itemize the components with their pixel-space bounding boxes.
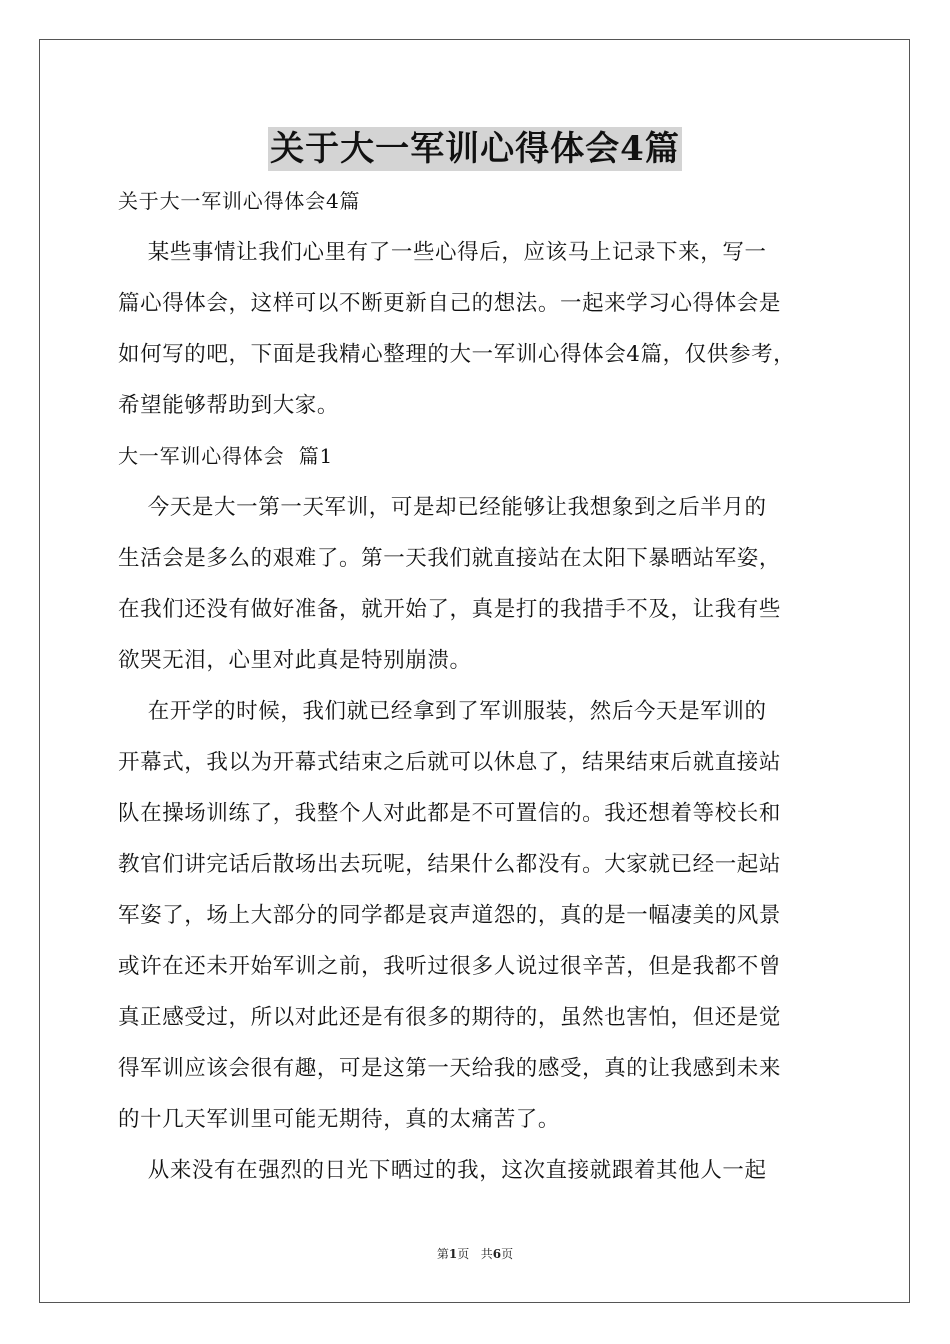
text-line: 生活会是多么的艰难了。第一天我们就直接站在太阳下暴晒站军姿， (118, 546, 782, 571)
text-line: 队在操场训练了，我整个人对此都是不可置信的。我还想着等校长和 (118, 801, 782, 826)
footer-page-suffix: 页 (501, 1247, 514, 1261)
title-container (0, 127, 950, 171)
footer-current-page: 1 (448, 1247, 458, 1261)
document-title: 关于大一军训心得体会4篇 (270, 129, 680, 169)
text-line: 某些事情让我们心里有了一些心得后，应该马上记录下来，写一 (118, 240, 767, 265)
text-line: 如何写的吧，下面是我精心整理的大一军训心得体会4篇，仅供参考， (118, 342, 796, 367)
section-heading: 大一军训心得体会 篇1 (118, 444, 334, 468)
text-line: 今天是大一第一天军训，可是却已经能够让我想象到之后半月的 (118, 495, 767, 520)
text-line: 篇心得体会，这样可以不断更新自己的想法。一起来学习心得体会是 (118, 291, 782, 316)
text-line: 希望能够帮助到大家。 (118, 393, 340, 418)
footer-page-prefix: 第 (436, 1247, 449, 1261)
text-line: 教官们讲完话后散场出去玩呢，结果什么都没有。大家就已经一起站 (118, 852, 782, 877)
document-body (118, 176, 834, 1196)
text-line: 欲哭无泪，心里对此真是特别崩溃。 (118, 648, 472, 673)
text-line: 开幕式，我以为开幕式结束之后就可以休息了，结果结束后就直接站 (118, 750, 782, 775)
text-line: 真正感受过，所以对此还是有很多的期待的，虽然也害怕，但还是觉 (118, 1005, 782, 1030)
text-line: 在开学的时候，我们就已经拿到了军训服装，然后今天是军训的 (118, 699, 767, 724)
document-subtitle: 关于大一军训心得体会4篇 (118, 189, 361, 213)
text-line: 或许在还未开始军训之前，我听过很多人说过很辛苦，但是我都不曾 (118, 954, 782, 979)
text-line: 从来没有在强烈的日光下晒过的我，这次直接就跟着其他人一起 (118, 1158, 767, 1183)
text-line: 军姿了，场上大部分的同学都是哀声道怨的，真的是一幅凄美的风景 (118, 903, 782, 928)
footer-total-pages: 6 (492, 1247, 502, 1261)
paragraph-lines (118, 227, 834, 1196)
text-line: 在我们还没有做好准备，就开始了，真是打的我措手不及，让我有些 (118, 597, 782, 622)
footer-page-mid: 页 共 (457, 1247, 493, 1261)
text-line: 得军训应该会很有趣，可是这第一天给我的感受，真的让我感到未来 (118, 1056, 782, 1081)
page-footer (0, 1246, 950, 1262)
text-line: 的十几天军训里可能无期待，真的太痛苦了。 (118, 1107, 561, 1132)
